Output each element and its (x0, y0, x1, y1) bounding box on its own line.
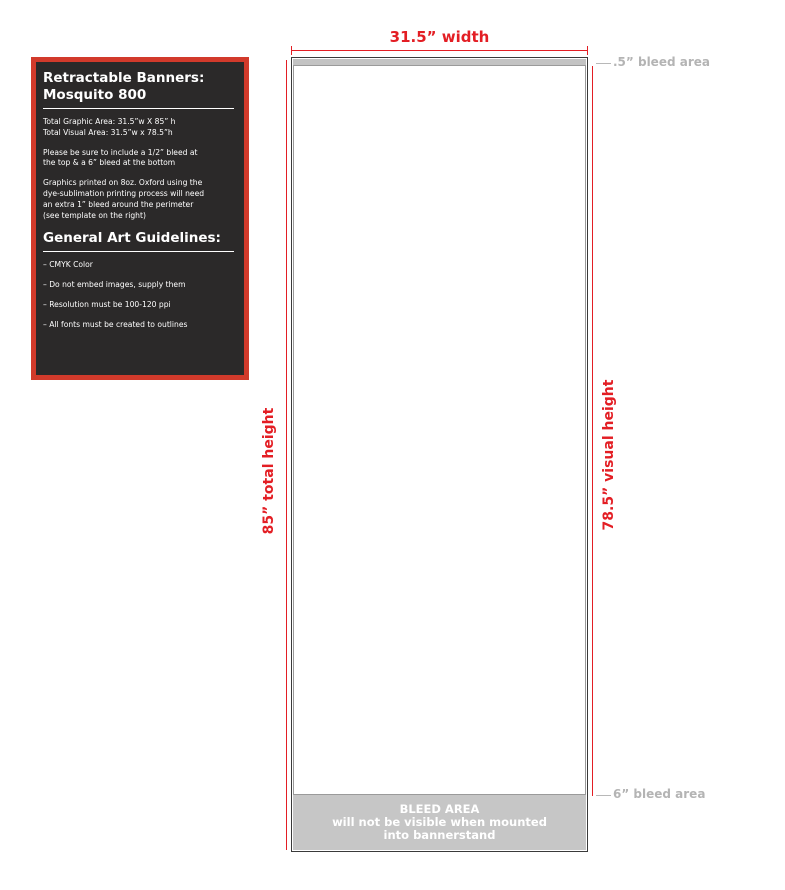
total-height-label: 85” total height (261, 407, 277, 535)
width-dimension-tick-left (291, 46, 292, 55)
guideline-item: – All fonts must be created to outlines (43, 320, 188, 330)
visual-height-dimension-line (592, 66, 593, 796)
width-dimension-tick-right (587, 46, 588, 55)
bleed-note: Please be sure to include a 1/2” bleed at the top & a 6” bleed at the bottom (43, 147, 198, 168)
total-height-dimension-line (286, 60, 287, 850)
width-dimension-line (291, 50, 588, 51)
bleed-box-note-line1: will not be visible when mounted (332, 815, 547, 829)
visual-height-label: 78.5” visual height (601, 379, 617, 531)
visual-area (293, 65, 586, 795)
bottom-bleed-area (293, 795, 586, 850)
top-bleed-label: .5” bleed area (613, 55, 710, 69)
fabric-note: Graphics printed on 8oz. Oxford using the dye-sublimation printing process will need an extra 1” bleed around the perimeter (see template on the right) (43, 178, 205, 220)
bleed-box-note-line2: into bannerstand (383, 828, 496, 842)
width-label: 31.5” width (389, 28, 490, 46)
guideline-item: – CMYK Color (43, 260, 93, 270)
top-bleed-leader (596, 63, 611, 64)
graphic-specs: Total Graphic Area: 31.5”w X 85” h Total Visual Area: 31.5”w x 78.5”h (43, 117, 176, 137)
panel-title-line1: Retractable Banners: (43, 70, 205, 86)
guideline-item: – Resolution must be 100-120 ppi (43, 300, 171, 310)
guidelines-title: General Art Guidelines: (43, 230, 221, 247)
bleed-box-title: BLEED AREA (399, 802, 480, 816)
bottom-bleed-leader (596, 795, 611, 796)
bottom-bleed-label: 6” bleed area (613, 787, 706, 801)
panel-title-line2: Mosquito 800 (43, 87, 147, 103)
guideline-item: – Do not embed images, supply them (43, 280, 186, 290)
